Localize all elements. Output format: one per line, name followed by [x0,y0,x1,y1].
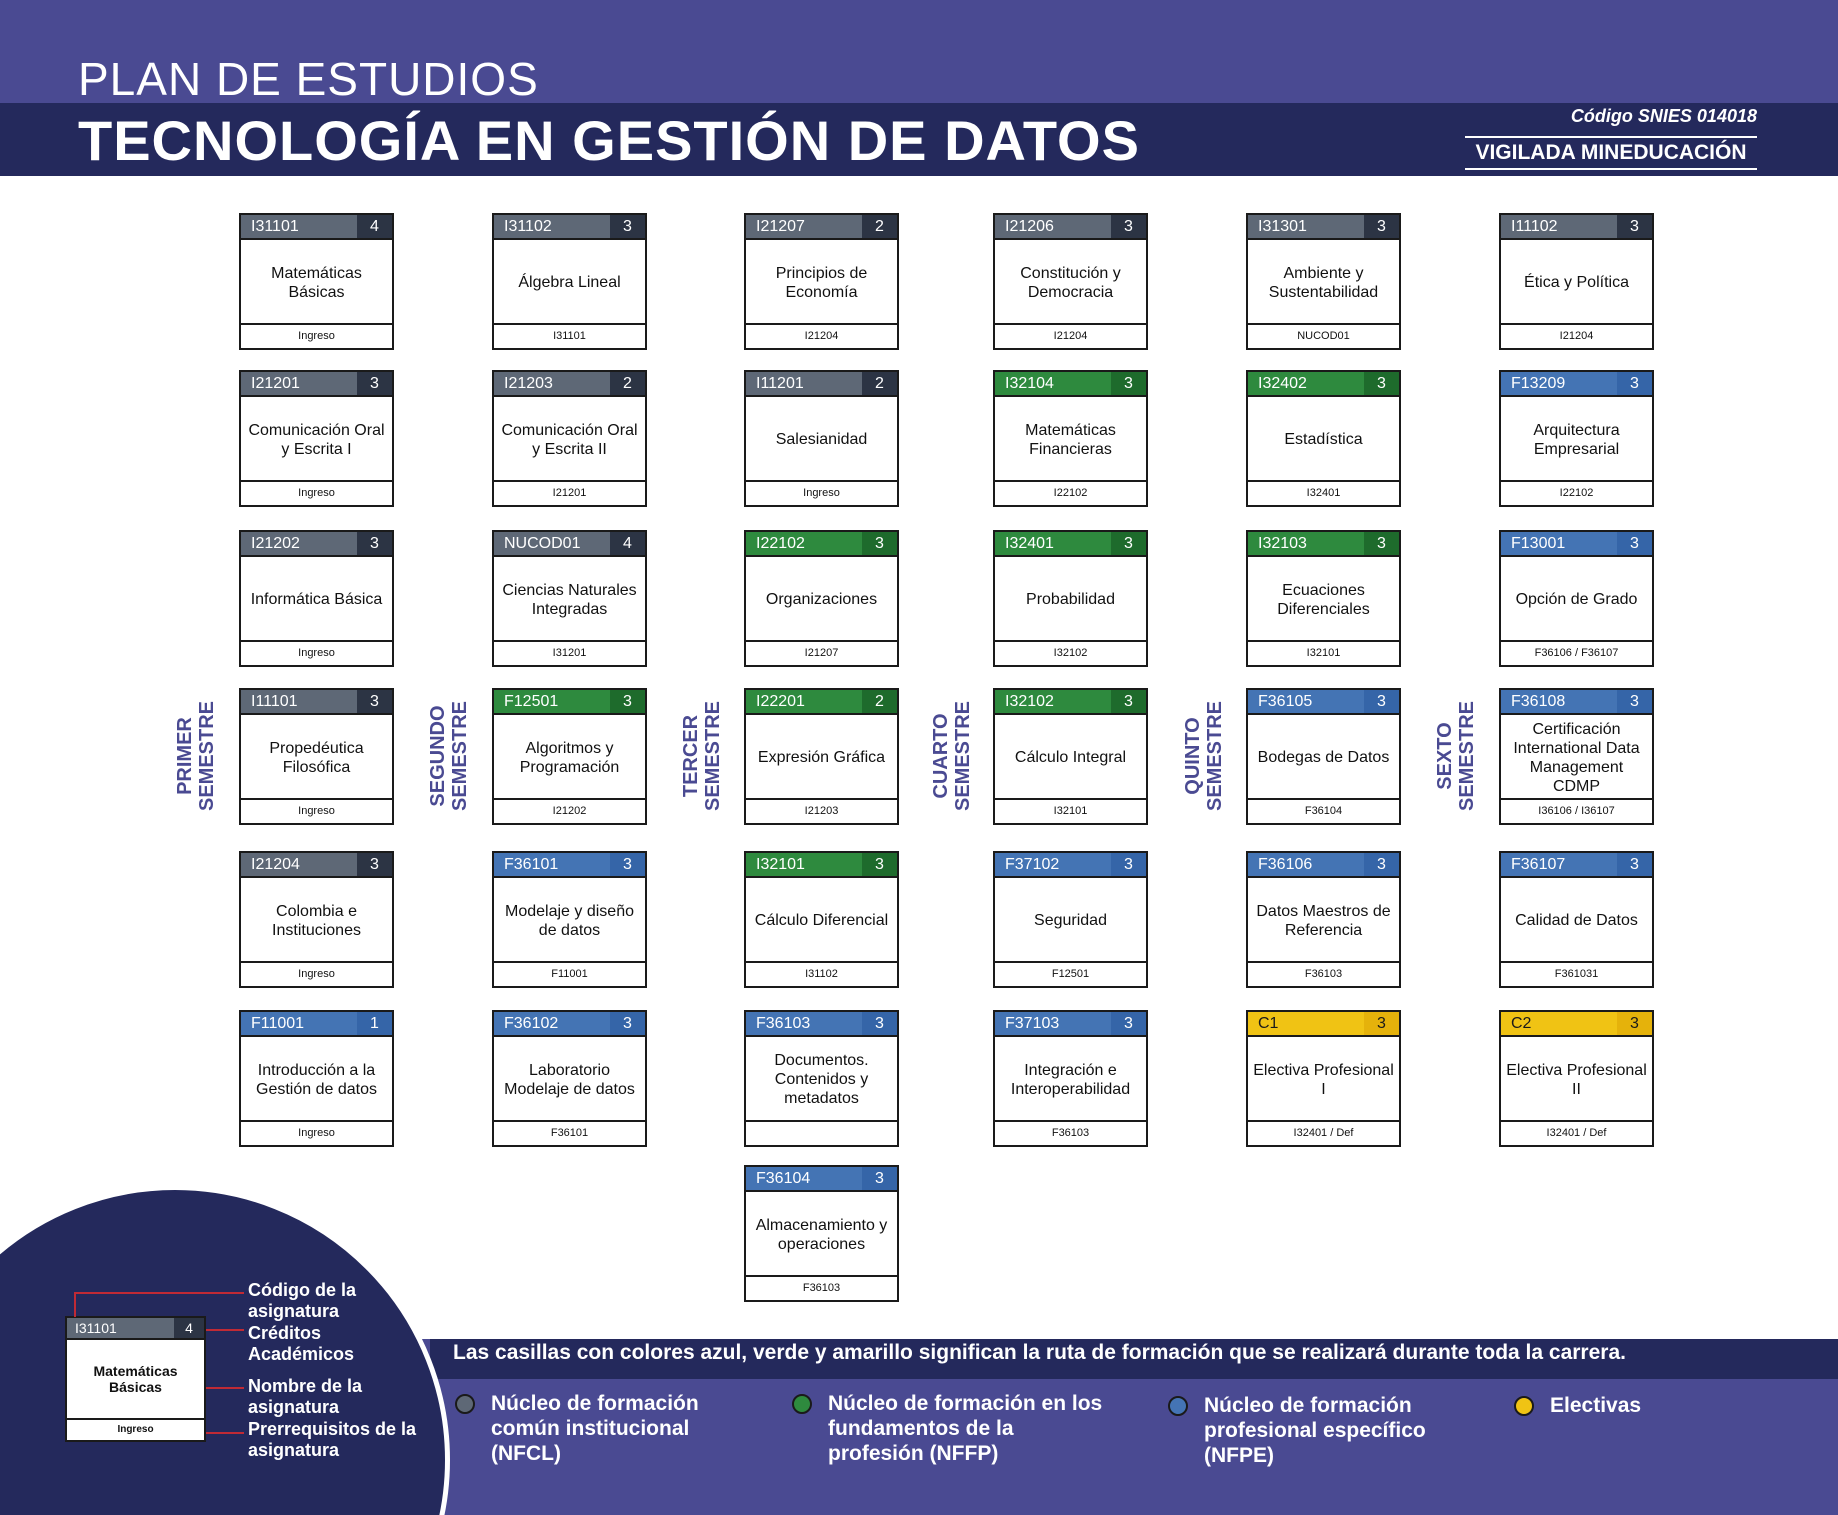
course-prereq: I31102 [746,961,897,986]
course-credits: 3 [1111,532,1146,555]
course-code: F12501 [504,693,559,710]
semester-label-text: SEGUNDO SEMESTRE [427,700,471,812]
snies-code: Código SNIES 014018 [1570,106,1757,126]
course-header [1501,853,1652,878]
course-header [1248,853,1399,878]
course-prereq: F11001 [494,961,645,986]
course-card [1499,530,1654,667]
course-credits: 3 [1364,215,1399,238]
course-card [239,213,394,350]
course-credits: 3 [610,1012,645,1035]
course-credits: 2 [862,372,897,395]
course-card [1499,851,1654,988]
course-card [993,530,1148,667]
course-card [1499,370,1654,507]
course-header [1248,372,1399,397]
course-card [1246,530,1401,667]
course-prereq: F36104 [1248,798,1399,823]
course-header [746,690,897,715]
legend-label: Núcleo de formación profesional específico (NFPE) [1204,1394,1426,1467]
course-credits: 3 [1364,690,1399,713]
course-code: F37102 [1005,856,1060,873]
course-code: I21207 [756,218,805,235]
legend-item-nfpe [1168,1393,1458,1468]
legend-label: Núcleo de formación común institucional (NFCL) [491,1392,699,1465]
course-header [746,853,897,878]
legend-headline: Las casillas con colores azul, verde y amarillo significan la ruta de formación que se realizará durante toda la carrera. [453,1341,1626,1364]
course-card [492,688,647,825]
course-code: I32102 [1005,693,1054,710]
course-prereq: Ingreso [241,323,392,348]
course-header [241,532,392,557]
legend-item-nfcl [455,1391,755,1466]
key-card-prereq: Ingreso [67,1418,204,1440]
plan-label: PLAN DE ESTUDIOS [78,53,539,105]
course-code: I32101 [756,856,805,873]
course-credits: 3 [1111,1012,1146,1035]
course-name: Integración e Interoperabilidad [1010,1061,1131,1098]
semester-label [166,676,226,836]
course-name: Algoritmos y Programación [519,739,620,776]
course-name: Principios de Economía [775,264,868,301]
course-code: I21201 [251,375,300,392]
semester-label [1426,676,1486,836]
course-prereq: I22102 [995,480,1146,505]
course-prereq: Ingreso [241,480,392,505]
course-credits: 3 [1111,215,1146,238]
course-prereq: I32401 / Def [1501,1120,1652,1145]
course-credits: 3 [1617,853,1652,876]
course-header [494,690,645,715]
course-header [995,215,1146,240]
course-prereq: F36106 / F36107 [1501,640,1652,665]
semester-label [672,676,732,836]
course-card [993,688,1148,825]
course-credits: 2 [862,690,897,713]
course-card [1499,1010,1654,1147]
course-credits: 3 [1617,215,1652,238]
semester-label-text: TERCER SEMESTRE [680,700,724,812]
key-sample-card [65,1316,206,1442]
legend-label: Núcleo de formación en los fundamentos de la profesión (NFFP) [828,1392,1103,1465]
course-code: F36101 [504,856,559,873]
semester-label [419,676,479,836]
course-name: Matemáticas Financieras [1025,421,1116,458]
course-header [241,372,392,397]
course-header [746,215,897,240]
course-name: Calidad de Datos [1515,912,1638,929]
semester-label [922,676,982,836]
course-header [494,1012,645,1037]
course-name: Opción de Grado [1515,591,1638,608]
course-code: I21204 [251,856,300,873]
gray-dot-icon [455,1394,475,1414]
course-credits: 3 [357,372,392,395]
course-credits: 3 [610,853,645,876]
course-name: Informática Básica [250,591,383,608]
yellow-dot-icon [1514,1396,1534,1416]
course-card [744,688,899,825]
course-header [1501,1012,1652,1037]
course-card [239,1010,394,1147]
course-code: F36107 [1511,856,1566,873]
course-prereq: I32101 [995,798,1146,823]
course-name: Certificación International Data Management CDMP [1513,720,1640,795]
course-prereq: I31201 [494,640,645,665]
course-name: Salesianidad [775,431,868,448]
course-code: I32104 [1005,375,1054,392]
course-credits: 3 [1364,372,1399,395]
course-credits: 3 [1111,690,1146,713]
semester-label-text: PRIMER SEMESTRE [174,700,218,812]
legend-label: Electivas [1550,1394,1642,1417]
course-name: Almacenamiento y operaciones [755,1216,888,1253]
course-name: Álgebra Lineal [518,274,621,291]
legend-item-nffp [792,1391,1112,1466]
course-prereq: I32101 [1248,640,1399,665]
course-code: F36103 [756,1015,811,1032]
course-prereq [746,1120,897,1145]
course-name: Probabilidad [1026,591,1115,608]
course-prereq: F36101 [494,1120,645,1145]
course-credits: 3 [1617,690,1652,713]
course-name: Cálculo Integral [1014,749,1127,766]
course-code: I11201 [756,375,804,392]
course-prereq: Ingreso [241,1120,392,1145]
course-prereq: I21204 [995,323,1146,348]
course-name: Constitución y Democracia [1020,264,1121,301]
course-header [746,372,897,397]
course-name: Organizaciones [765,591,878,608]
course-prereq: I21204 [746,323,897,348]
connector-line [74,1292,244,1294]
course-name: Ética y Política [1524,274,1629,291]
course-header [746,532,897,557]
course-header [995,1012,1146,1037]
connector-line [206,1387,244,1389]
course-card [1246,370,1401,507]
course-name: Datos Maestros de Referencia [1256,902,1391,939]
key-label-prereq: Prerrequisitos de la asignatura [248,1419,417,1460]
course-header [746,1012,897,1037]
course-code: F36102 [504,1015,559,1032]
semester-label [1174,676,1234,836]
course-header [746,1167,897,1192]
course-name: Seguridad [1034,912,1107,929]
course-name: Electiva Profesional I [1253,1061,1394,1098]
course-header [1501,690,1652,715]
course-name: Documentos. Contenidos y metadatos [774,1052,869,1107]
course-code: I21203 [504,375,553,392]
course-credits: 3 [1364,1012,1399,1035]
course-header [1501,372,1652,397]
course-prereq: F36103 [746,1275,897,1300]
course-name: Arquitectura Empresarial [1533,421,1620,458]
course-prereq: I21204 [1501,323,1652,348]
course-header [1248,1012,1399,1037]
course-header [494,215,645,240]
course-name: Expresión Gráfica [757,749,886,766]
course-card [744,213,899,350]
course-code: F11001 [251,1015,305,1032]
course-header [1248,215,1399,240]
course-card [492,213,647,350]
course-credits: 3 [610,215,645,238]
course-header [1501,215,1652,240]
course-credits: 3 [357,532,392,555]
key-card-credits: 4 [174,1318,204,1338]
course-code: F37103 [1005,1015,1060,1032]
course-card [492,530,647,667]
course-code: F36104 [756,1170,811,1187]
connector-line [74,1292,76,1317]
course-header [241,690,392,715]
course-prereq: F36103 [1248,961,1399,986]
course-header [1248,690,1399,715]
course-prereq: I21203 [746,798,897,823]
course-header [1248,532,1399,557]
course-credits: 4 [610,532,645,555]
course-card [1246,851,1401,988]
semester-label-text: QUINTO SEMESTRE [1182,700,1226,812]
course-prereq: I32102 [995,640,1146,665]
course-code: F36106 [1258,856,1313,873]
course-prereq: I21202 [494,798,645,823]
course-code: I32402 [1258,375,1307,392]
course-card [492,851,647,988]
course-prereq: F12501 [995,961,1146,986]
course-header [995,690,1146,715]
course-code: I31102 [504,218,552,235]
course-credits: 3 [1617,1012,1652,1035]
course-credits: 3 [357,853,392,876]
course-header [241,853,392,878]
key-label-name: Nombre de la asignatura [248,1376,363,1417]
course-card [993,213,1148,350]
semester-label-text: SEXTO SEMESTRE [1434,700,1478,812]
course-header [995,853,1146,878]
course-credits: 3 [862,853,897,876]
course-card [744,1010,899,1147]
course-code: I22102 [756,535,805,552]
course-name: Matemáticas Básicas [271,264,362,301]
course-name: Modelaje y diseño de datos [505,902,634,939]
course-name: Ambiente y Sustentabilidad [1268,264,1379,301]
course-name: Estadística [1284,431,1363,448]
course-credits: 3 [862,1167,897,1190]
course-prereq: Ingreso [241,961,392,986]
course-credits: 4 [357,215,392,238]
course-header [494,372,645,397]
course-card [239,530,394,667]
course-code: C1 [1258,1015,1279,1032]
course-code: I32401 [1005,535,1054,552]
course-card [744,1165,899,1302]
course-credits: 3 [1617,532,1652,555]
course-card [1246,213,1401,350]
course-code: F36108 [1511,693,1566,710]
course-credits: 3 [862,1012,897,1035]
green-dot-icon [792,1394,812,1414]
course-header [494,853,645,878]
course-credits: 3 [610,690,645,713]
course-card [744,851,899,988]
course-header [241,215,392,240]
course-code: I31101 [251,218,299,235]
course-name: Bodegas de Datos [1257,749,1390,766]
course-name: Comunicación Oral y Escrita I [248,421,385,458]
key-card-code: I31101 [75,1320,117,1336]
course-card [1499,213,1654,350]
course-name: Laboratorio Modelaje de datos [504,1061,635,1098]
course-card [1499,688,1654,825]
course-header [494,532,645,557]
course-card [239,370,394,507]
course-prereq: Ingreso [241,640,392,665]
course-code: I11102 [1511,218,1558,235]
key-label-credits: Créditos Académicos [248,1323,355,1364]
course-card [993,1010,1148,1147]
key-card-header [67,1318,204,1340]
course-prereq: I21207 [746,640,897,665]
course-credits: 3 [1617,372,1652,395]
course-code: I31301 [1258,218,1307,235]
course-card [993,370,1148,507]
blue-dot-icon [1168,1396,1188,1416]
legend-item-electivas [1514,1393,1714,1418]
course-code: I22201 [756,693,805,710]
course-code: C2 [1511,1015,1532,1032]
course-name: Ciencias Naturales Integradas [502,581,637,618]
course-header [995,532,1146,557]
course-card [1246,688,1401,825]
course-prereq: Ingreso [241,798,392,823]
course-code: NUCOD01 [504,535,581,552]
course-credits: 1 [357,1012,392,1035]
course-prereq: I22102 [1501,480,1652,505]
course-card [492,370,647,507]
connector-line [206,1432,244,1434]
course-credits: 3 [1111,372,1146,395]
course-credits: 3 [357,690,392,713]
course-header [995,372,1146,397]
course-code: F36105 [1258,693,1313,710]
course-credits: 3 [1364,853,1399,876]
course-code: I21202 [251,535,300,552]
vigilada-badge: VIGILADA MINEDUCACIÓN [1465,136,1757,170]
course-name: Ecuaciones Diferenciales [1277,581,1370,618]
course-name: Introducción a la Gestión de datos [256,1061,377,1098]
course-code: I32103 [1258,535,1307,552]
course-card [744,530,899,667]
course-credits: 3 [1111,853,1146,876]
course-name: Propedéutica Filosófica [269,739,364,776]
course-card [744,370,899,507]
course-card [239,688,394,825]
course-prereq: I36106 / I36107 [1501,798,1652,823]
course-code: I11101 [251,693,298,710]
course-header [1501,532,1652,557]
course-card [239,851,394,988]
course-prereq: NUCOD01 [1248,323,1399,348]
course-name: Cálculo Diferencial [754,912,889,929]
key-card-name: Matemáticas Básicas [93,1363,178,1395]
course-name: Comunicación Oral y Escrita II [501,421,638,458]
course-card [492,1010,647,1147]
course-code: F13001 [1511,535,1566,552]
course-name: Electiva Profesional II [1506,1061,1647,1098]
key-label-code: Código de la asignatura [248,1280,356,1321]
course-credits: 3 [862,532,897,555]
course-card [1246,1010,1401,1147]
course-prereq: I32401 / Def [1248,1120,1399,1145]
course-prereq: I21201 [494,480,645,505]
course-header [241,1012,392,1037]
course-name: Colombia e Instituciones [272,902,361,939]
course-credits: 3 [1364,532,1399,555]
course-prereq: F36103 [995,1120,1146,1145]
semester-label-text: CUARTO SEMESTRE [930,700,974,812]
course-prereq: Ingreso [746,480,897,505]
course-credits: 2 [862,215,897,238]
course-code: F13209 [1511,375,1566,392]
course-prereq: F361031 [1501,961,1652,986]
course-credits: 2 [610,372,645,395]
course-code: I21206 [1005,218,1054,235]
course-prereq: I32401 [1248,480,1399,505]
program-title: TECNOLOGÍA EN GESTIÓN DE DATOS [78,109,1140,172]
course-card [993,851,1148,988]
connector-line [206,1329,244,1331]
course-prereq: I31101 [494,323,645,348]
